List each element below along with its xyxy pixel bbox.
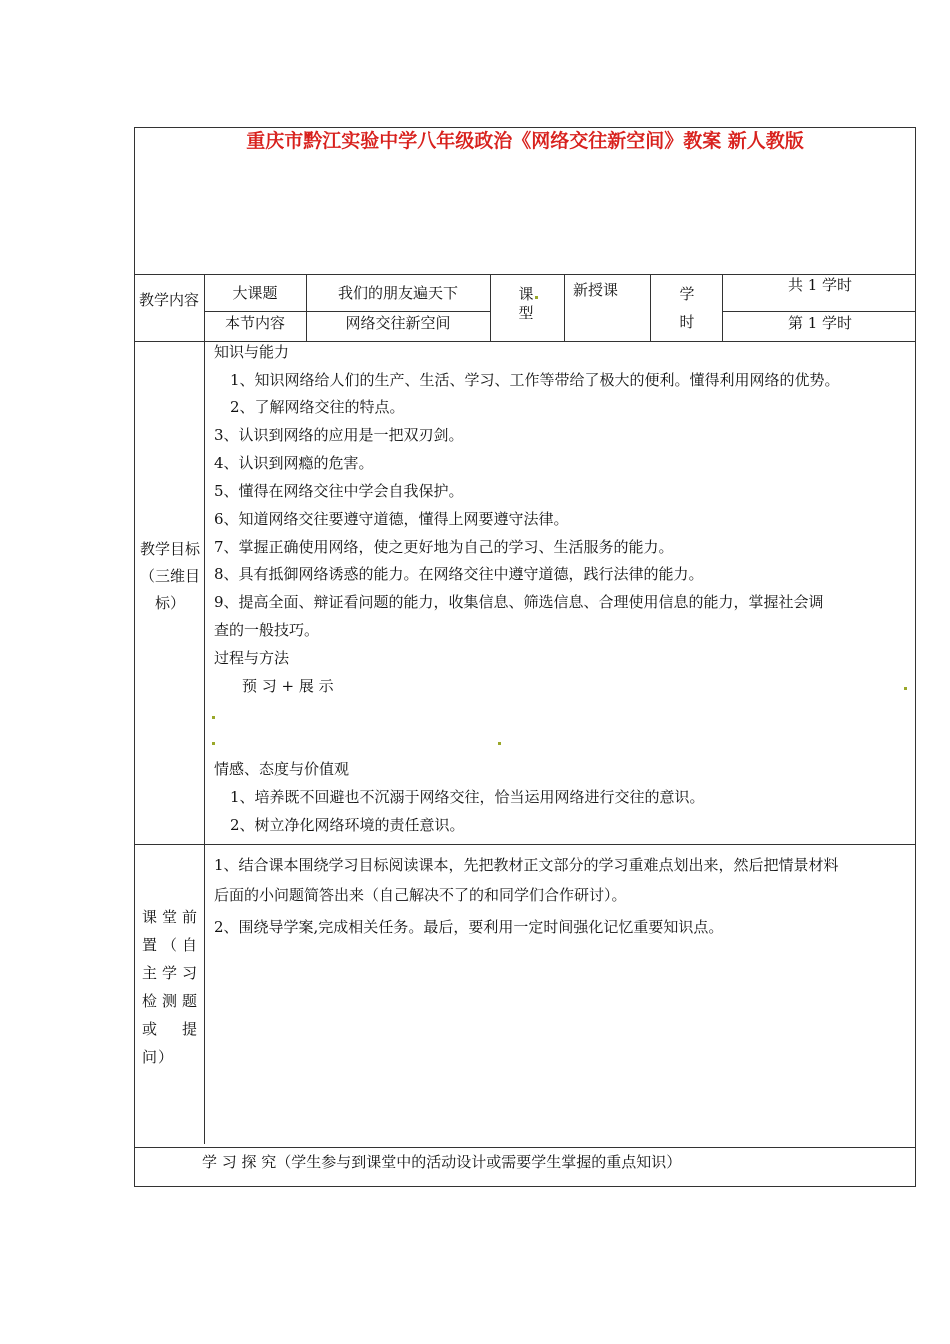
objectives-heading-knowledge: 知识与能力 [214, 343, 290, 361]
artifact-dot [498, 742, 501, 745]
objective-item: 7、掌握正确使用网络，使之更好地为自己的学习、生活服务的能力。 [214, 538, 674, 556]
hours-total: 共 1 学时 [787, 276, 853, 294]
artifact-dot [212, 716, 215, 719]
objective-item: 6、知道网络交往要遵守道德，懂得上网要遵守法律。 [214, 510, 569, 528]
row-divider [722, 311, 916, 312]
section-value: 网络交往新空间 [345, 314, 451, 332]
preclass-line: 2、围绕导学案,完成相关任务。最后，要利用一定时间强化记忆重要知识点。 [214, 918, 724, 936]
type-label: 课型 [518, 285, 534, 322]
artifact-dot [904, 687, 907, 690]
objectives-heading-values: 情感、态度与价值观 [214, 760, 350, 778]
objective-item: 查的一般技巧。 [214, 621, 320, 639]
objective-item: 8、具有抵御网络诱惑的能力。在网络交往中遵守道德，践行法律的能力。 [214, 565, 704, 583]
col-divider [650, 274, 651, 341]
objective-item: 4、认识到网瘾的危害。 [214, 454, 374, 472]
hours-label: 学时 [679, 285, 695, 331]
section-label: 本节内容 [224, 314, 285, 332]
big-topic-label: 大课题 [232, 284, 278, 302]
col-divider [204, 274, 205, 1144]
objective-item: 2、了解网络交往的特点。 [230, 398, 405, 416]
preclass-line: 后面的小问题简答出来（自己解决不了的和同学们合作研讨）。 [214, 886, 627, 904]
col-divider [722, 274, 723, 341]
type-value: 新授课 [573, 281, 619, 299]
objective-item: 5、懂得在网络交往中学会自我保护。 [214, 482, 464, 500]
objectives-label: 教学目标（三维目标） [140, 540, 201, 612]
col-divider [564, 274, 565, 341]
objectives-method: 预 习 + 展 示 [242, 677, 334, 695]
col-divider [306, 274, 307, 341]
big-topic-value: 我们的朋友遍天下 [337, 284, 458, 302]
objective-item: 3、认识到网络的应用是一把双刃剑。 [214, 426, 464, 444]
objective-item: 1、知识网络给人们的生产、生活、学习、工作等带给了极大的便利。懂得利用网络的优势。 [230, 371, 840, 389]
artifact-dot [535, 296, 538, 299]
preclass-line: 1、结合课本围绕学习目标阅读课本，先把教材正文部分的学习重难点划出来，然后把情景材料 [214, 856, 839, 874]
inquiry-heading: 学 习 探 究（学生参与到课堂中的活动设计或需要学生掌握的重点知识） [202, 1153, 682, 1171]
objective-value-item: 1、培养既不回避也不沉溺于网络交往，恰当运用网络进行交往的意识。 [230, 788, 705, 806]
document-title: 重庆市黔江实验中学八年级政治《网络交往新空间》教案 新人教版 [246, 130, 804, 152]
row-divider [134, 844, 916, 845]
artifact-dot [212, 742, 215, 745]
objective-item: 9、提高全面、辩证看问题的能力，收集信息、筛选信息、合理使用信息的能力，掌握社会调 [214, 593, 824, 611]
objective-value-item: 2、树立净化网络环境的责任意识。 [230, 816, 465, 834]
row-divider [134, 1147, 916, 1148]
objectives-heading-process: 过程与方法 [214, 649, 290, 667]
content-label: 教学内容 [138, 291, 199, 309]
row-divider [204, 311, 490, 312]
hours-current: 第 1 学时 [787, 314, 853, 332]
preclass-label: 课堂前置（自主学习检测题或提问） [142, 908, 198, 1066]
col-divider [490, 274, 491, 341]
